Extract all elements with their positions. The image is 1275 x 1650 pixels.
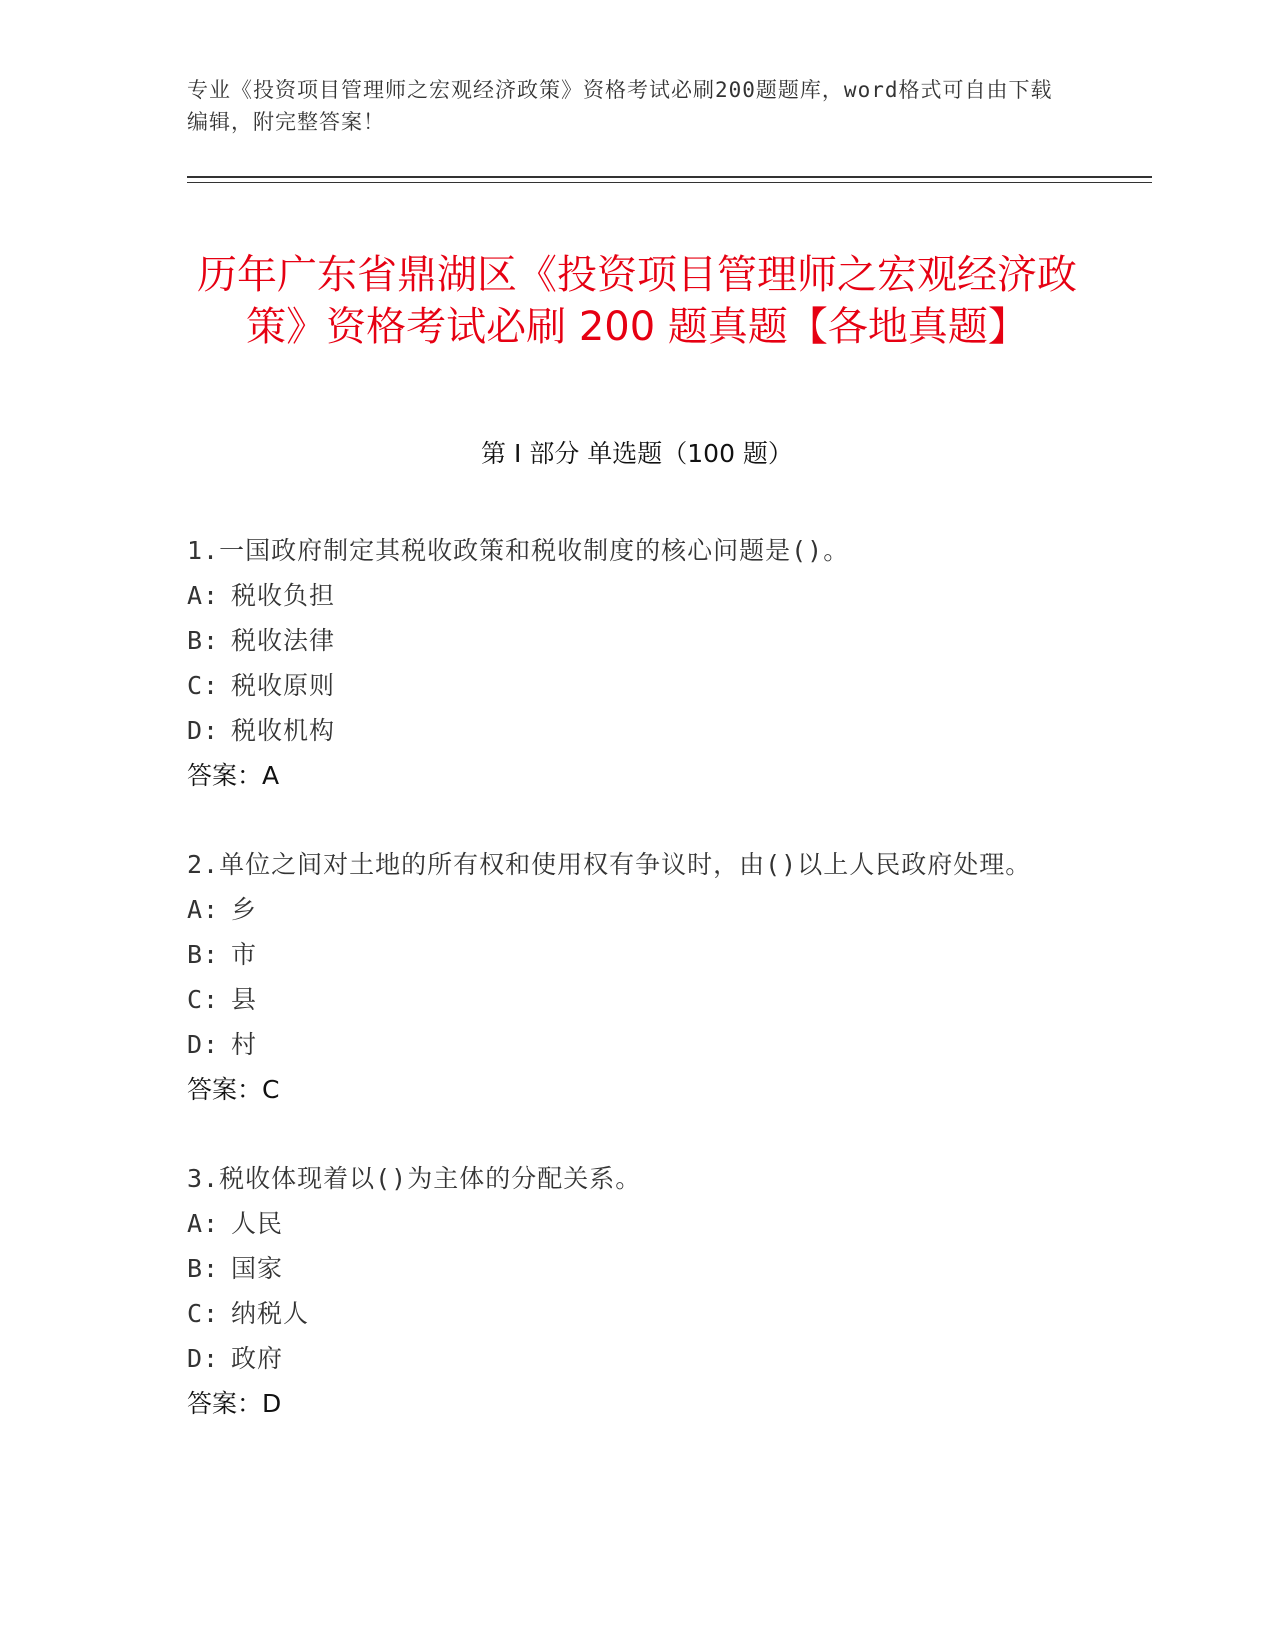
option-text: 税收法律 (231, 626, 336, 655)
question-3 (187, 1156, 1067, 1426)
header-divider (187, 176, 1152, 178)
option-key: D: (187, 716, 220, 745)
option-b (187, 932, 1067, 977)
option-a (187, 1201, 1067, 1246)
option-text: 纳税人 (231, 1299, 310, 1328)
option-b (187, 618, 1067, 663)
option-key: C: (187, 671, 220, 700)
section-title: 第 I 部分 单选题（100 题） (481, 439, 793, 468)
option-d (187, 1336, 1067, 1381)
option-d (187, 1022, 1067, 1067)
option-text: 国家 (231, 1254, 284, 1283)
answer: 答案：A (187, 761, 280, 790)
option-key: A: (187, 895, 220, 924)
answer: 答案：C (187, 1075, 280, 1104)
option-key: B: (187, 1254, 220, 1283)
option-a (187, 573, 1067, 618)
option-key: D: (187, 1344, 220, 1373)
option-text: 税收机构 (231, 716, 336, 745)
option-b (187, 1246, 1067, 1291)
question-1 (187, 528, 1067, 798)
option-key: C: (187, 985, 220, 1014)
option-key: D: (187, 1030, 220, 1059)
answer: 答案：D (187, 1389, 282, 1418)
option-text: 村 (231, 1030, 258, 1059)
option-text: 政府 (231, 1344, 284, 1373)
option-text: 市 (231, 940, 258, 969)
question-stem: 2.单位之间对土地的所有权和使用权有争议时，由()以上人民政府处理。 (187, 850, 1032, 879)
question-list (187, 528, 1067, 1470)
option-text: 税收负担 (231, 581, 336, 610)
option-text: 人民 (231, 1209, 284, 1238)
option-key: A: (187, 581, 220, 610)
option-c (187, 1291, 1067, 1336)
option-d (187, 708, 1067, 753)
question-stem: 1.一国政府制定其税收政策和税收制度的核心问题是()。 (187, 536, 850, 565)
option-c (187, 977, 1067, 1022)
option-key: B: (187, 626, 220, 655)
header-note: 专业《投资项目管理师之宏观经济政策》资格考试必刷200题题库，word格式可自由下载编辑，附完整答案！ (187, 78, 1053, 134)
option-key: C: (187, 1299, 220, 1328)
option-c (187, 663, 1067, 708)
header-divider-thin (187, 182, 1152, 183)
document-title: 历年广东省鼎湖区《投资项目管理师之宏观经济政策》资格考试必刷 200 题真题【各地真题】 (197, 251, 1077, 350)
option-text: 税收原则 (231, 671, 336, 700)
option-text: 县 (231, 985, 258, 1014)
option-key: A: (187, 1209, 220, 1238)
question-stem: 3.税收体现着以()为主体的分配关系。 (187, 1164, 642, 1193)
option-key: B: (187, 940, 220, 969)
question-2 (187, 842, 1067, 1112)
option-a (187, 887, 1067, 932)
option-text: 乡 (231, 895, 258, 924)
